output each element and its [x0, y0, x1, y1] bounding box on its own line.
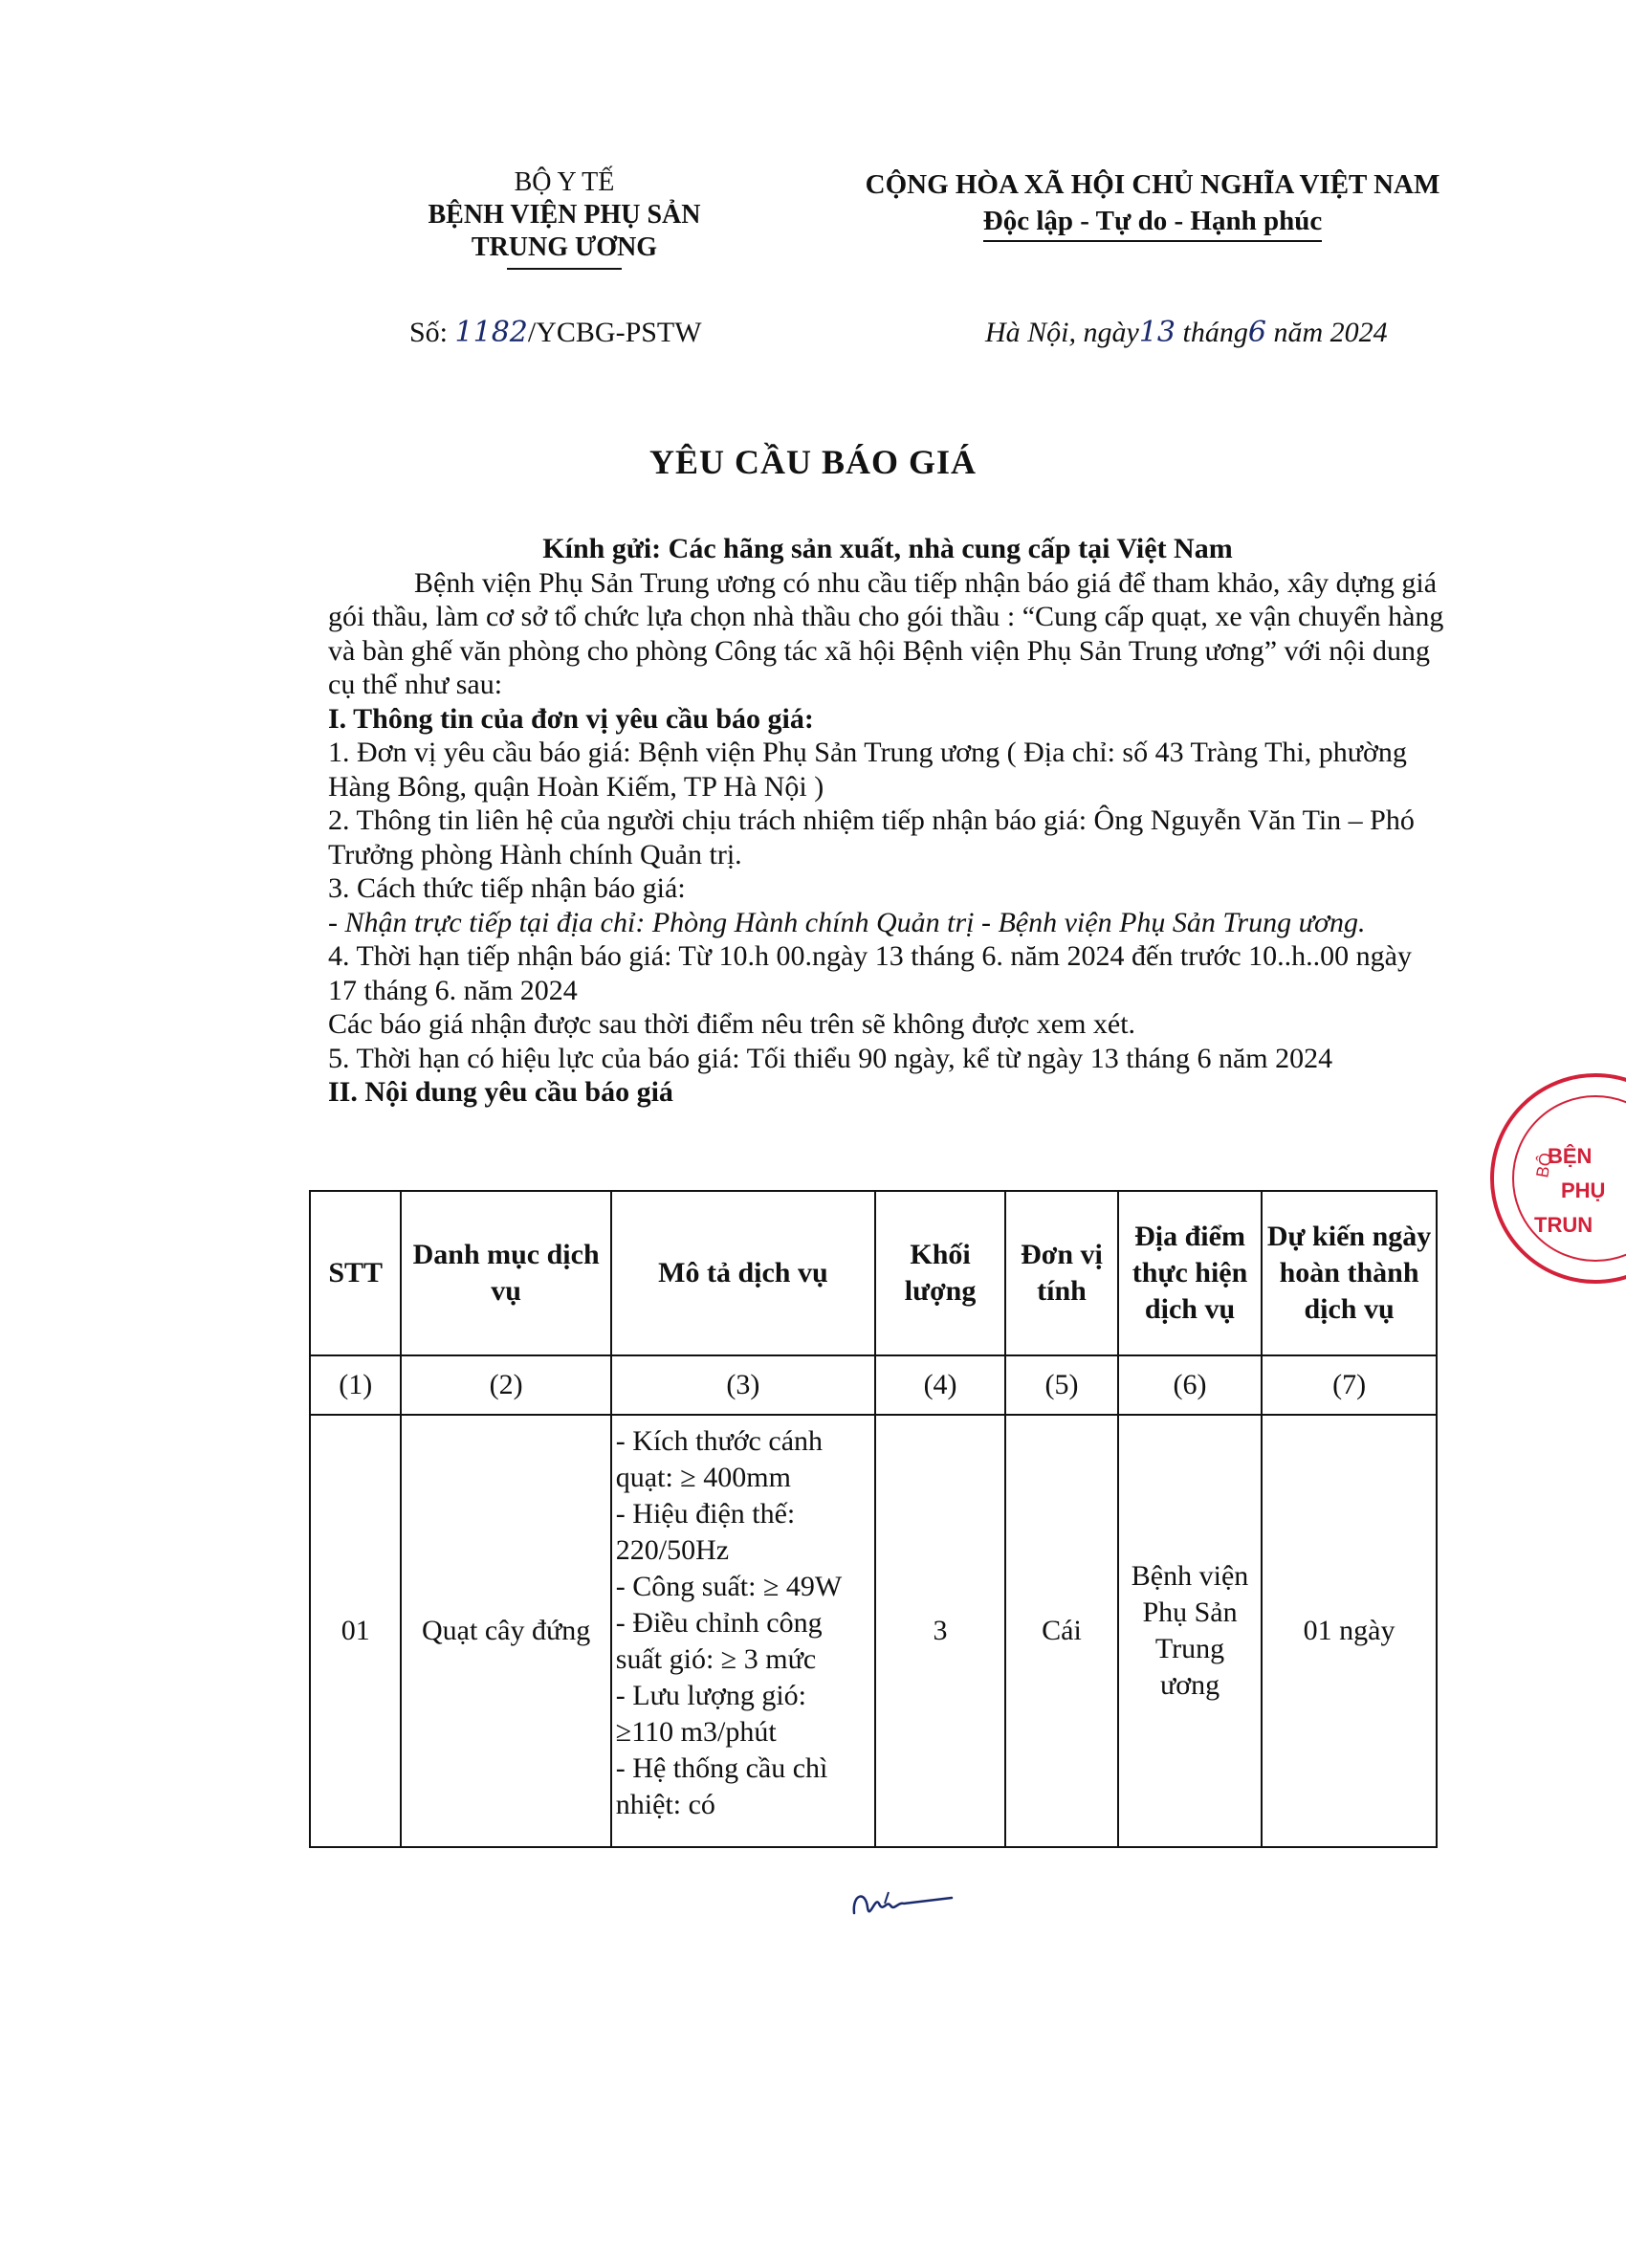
- document-body: [328, 532, 1447, 1110]
- cell-unit: Cái: [1005, 1415, 1118, 1847]
- table-row: [310, 1415, 1437, 1847]
- seal-text-bottom: TRUN: [1534, 1213, 1593, 1237]
- document-title: YÊU CẦU BÁO GIÁ: [648, 443, 978, 481]
- table-header-cell: STT: [310, 1191, 401, 1355]
- cell-location: Bệnh viện Phụ Sản Trung ương: [1118, 1415, 1262, 1847]
- seal-side-text: BỘ: [1532, 1151, 1556, 1179]
- cell-quantity: 3: [875, 1415, 1005, 1847]
- official-seal-icon: [1481, 1064, 1626, 1293]
- seal-text-mid: PHỤ: [1561, 1178, 1606, 1202]
- table-index-cell: (1): [310, 1355, 401, 1415]
- table-header-cell: Danh mục dịch vụ: [401, 1191, 610, 1355]
- section-1-item-3: 3. Cách thức tiếp nhận báo giá:: [328, 872, 686, 904]
- description-line: - Hiệu điện thế: 220/50Hz: [615, 1498, 796, 1566]
- table-header-cell: Đơn vị tính: [1005, 1191, 1118, 1355]
- table-index-cell: (7): [1262, 1355, 1437, 1415]
- table-index-cell: (5): [1005, 1355, 1118, 1415]
- date-day: 13: [1138, 316, 1176, 349]
- table-header-cell: Khối lượng: [875, 1191, 1005, 1355]
- description-line: - Hệ thống cầu chì nhiệt: có: [615, 1752, 828, 1820]
- recipient-line: Kính gửi: Các hãng sản xuất, nhà cung cấp tại Việt Nam: [542, 533, 1233, 564]
- issuer-underline: [507, 268, 622, 270]
- description-line: - Công suất: ≥ 49W: [615, 1571, 843, 1602]
- document-number-handwritten: 1182: [454, 316, 528, 349]
- section-1-item-1: 1. Đơn vị yêu cầu báo giá: Bệnh viện Phụ Sản Trung ương ( Địa chỉ: số 43 Tràng Thi, phường Hàng Bông, quận Hoàn Kiếm, TP Hà Nội ): [328, 737, 1407, 803]
- table-header-row: [310, 1191, 1437, 1355]
- cell-description: [611, 1415, 875, 1847]
- date-year: năm 2024: [1265, 317, 1388, 348]
- section-1-item-4: 4. Thời hạn tiếp nhận báo giá: Từ 10.h 00.ngày 13 tháng 6. năm 2024 đến trước 10..h..00 ngày 17 tháng 6. năm 2024: [328, 940, 1412, 1006]
- document-number-prefix: Số:: [409, 317, 455, 348]
- section-1-item-5: 5. Thời hạn có hiệu lực của báo giá: Tối thiểu 90 ngày, kể từ ngày 13 tháng 6 năm 2024: [328, 1042, 1333, 1074]
- seal-text-top: BỆN: [1548, 1144, 1593, 1168]
- document-number: [409, 316, 702, 349]
- hospital-name-line2: TRUNG ƯƠNG: [471, 232, 658, 262]
- request-table: [309, 1190, 1438, 1848]
- table-header-cell: Mô tả dịch vụ: [611, 1191, 875, 1355]
- country-name: CỘNG HÒA XÃ HỘI CHỦ NGHĨA VIỆT NAM: [865, 169, 1440, 200]
- section-1-item-3-detail: - Nhận trực tiếp tại địa chỉ: Phòng Hành chính Quản trị - Bệnh viện Phụ Sản Trung ương.: [328, 906, 1366, 938]
- date-month: 6: [1247, 316, 1266, 349]
- table-index-cell: (3): [611, 1355, 875, 1415]
- section-1-heading: I. Thông tin của đơn vị yêu cầu báo giá:: [328, 702, 814, 735]
- intro-paragraph: Bệnh viện Phụ Sản Trung ương có nhu cầu tiếp nhận báo giá để tham khảo, xây dựng giá gói thầu, làm cơ sở tổ chức lựa chọn nhà thầu cho gói thầu : “Cung cấp quạt, xe vận chuyển hàng và bàn ghế văn phòng cho phòng Công tác xã hội Bệnh viện Phụ Sản Trung ương” với nội dung cụ thể như sau:: [328, 566, 1444, 700]
- section-1-item-4-note: Các báo giá nhận được sau thời điểm nêu trên sẽ không được xem xét.: [328, 1008, 1136, 1040]
- document-number-suffix: /YCBG-PSTW: [527, 317, 702, 348]
- date-place: Hà Nội, ngày: [985, 317, 1139, 348]
- cell-item: Quạt cây đứng: [401, 1415, 610, 1847]
- issuer-block: [363, 166, 765, 270]
- national-motto: Độc lập - Tự do - Hạnh phúc: [983, 203, 1323, 242]
- table-header-cell: Dự kiến ngày hoàn thành dịch vụ: [1262, 1191, 1437, 1355]
- ministry-name: BỘ Y TẾ: [514, 167, 615, 197]
- description-line: - Lưu lượng gió: ≥110 m3/phút: [615, 1680, 807, 1748]
- section-2-heading: II. Nội dung yêu cầu báo giá: [328, 1076, 673, 1108]
- table-index-cell: (6): [1118, 1355, 1262, 1415]
- date-line: [985, 316, 1388, 349]
- cell-stt: 01: [310, 1415, 401, 1847]
- initials-signature-icon: [846, 1875, 961, 1932]
- table-header-cell: Địa điểm thực hiện dịch vụ: [1118, 1191, 1262, 1355]
- table-index-cell: (4): [875, 1355, 1005, 1415]
- table-index-row: [310, 1355, 1437, 1415]
- description-line: - Kích thước cánh quạt: ≥ 400mm: [615, 1425, 824, 1493]
- date-month-label: tháng: [1176, 317, 1248, 348]
- section-1-item-2: 2. Thông tin liên hệ của người chịu trách nhiệm tiếp nhận báo giá: Ông Nguyễn Văn Tin – Phó Trưởng phòng Hành chính Quản trị.: [328, 804, 1415, 870]
- hospital-name-line1: BỆNH VIỆN PHỤ SẢN: [428, 200, 701, 230]
- cell-completion: 01 ngày: [1262, 1415, 1437, 1847]
- table-index-cell: (2): [401, 1355, 610, 1415]
- national-heading: [818, 166, 1487, 242]
- description-line: - Điều chỉnh công suất gió: ≥ 3 mức: [615, 1607, 823, 1675]
